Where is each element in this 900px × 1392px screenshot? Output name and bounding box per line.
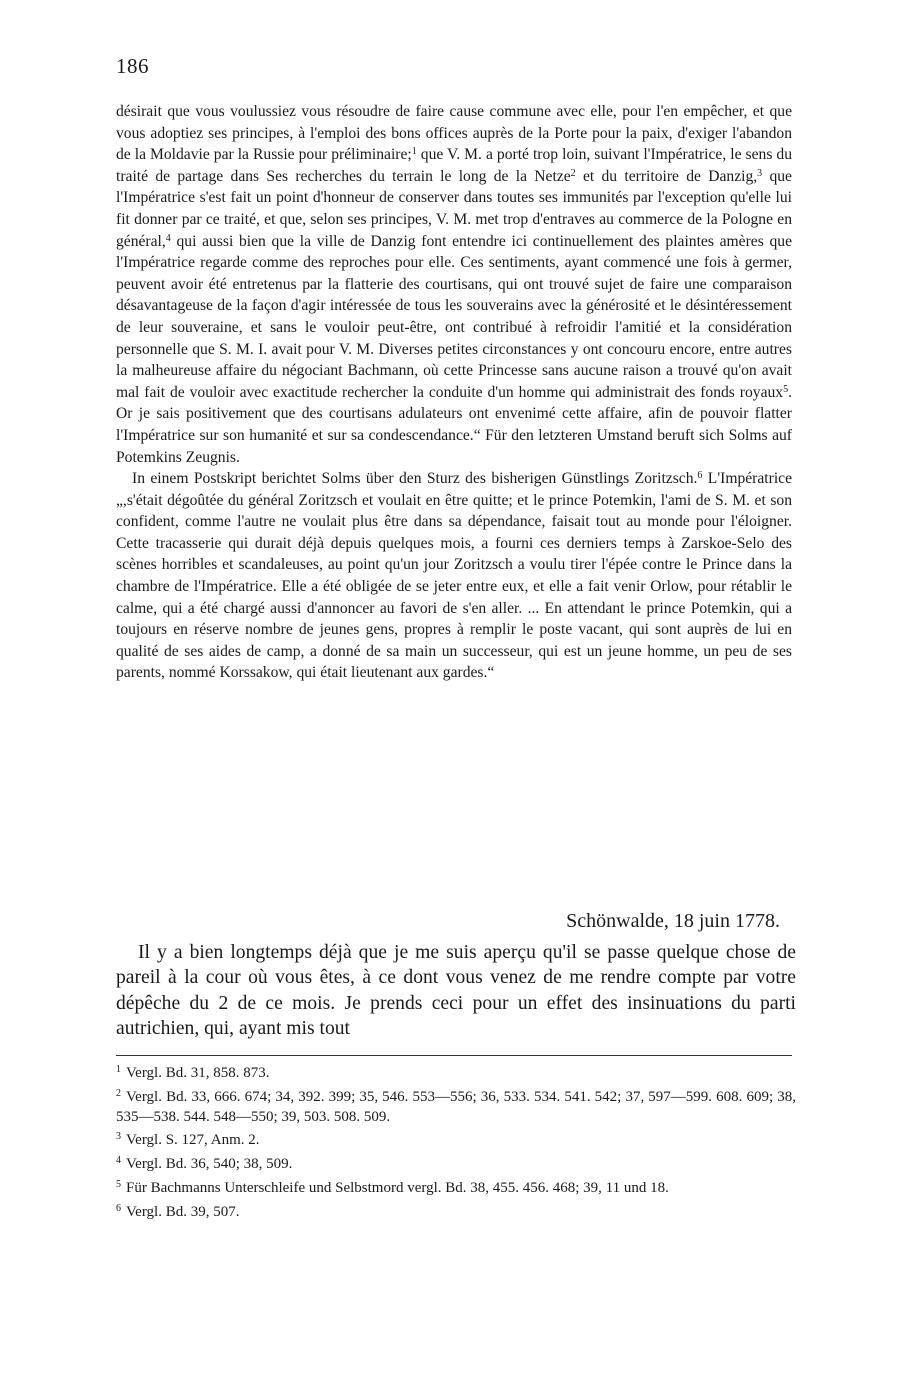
footnote-text: Für Bachmanns Unterschleife und Selbstmord vergl. Bd. 38, 455. 456. 468; 39, 11 und 18. xyxy=(126,1179,669,1196)
footnote xyxy=(116,1060,796,1084)
footnote-number: 5 xyxy=(116,1178,121,1190)
text-segment: que l'Impératrice s'est fait un point d'honneur de conserver dans toutes ses immunités par l'exception qu'elle lui fit donner par ce traité, et que, selon ses principes, V. M. met trop d'entraves au commerce de la Pologne en général, xyxy=(116,167,792,250)
footnote-ref: 4 xyxy=(165,232,171,244)
footnote-ref: 2 xyxy=(570,167,576,179)
footnote-text: Vergl. Bd. 31, 858. 873. xyxy=(126,1065,270,1081)
footnote-number: 4 xyxy=(116,1155,121,1167)
footnote-number: 2 xyxy=(116,1087,121,1099)
footnote xyxy=(116,1084,796,1128)
letter-paragraph: Il y a bien longtemps déjà que je me suis aperçu qu'il se passe quelque chose de pareil à la cour où vous êtes, à ce dont vous venez de me rendre compte par votre dépêche du 2 de ce mois. Je prends ceci pour un effet des insinuations du parti autrichien, qui, ayant mis tout xyxy=(116,942,796,1040)
footnote-ref: 1 xyxy=(411,146,417,158)
footnote-text: Vergl. Bd. 39, 507. xyxy=(126,1203,240,1220)
footnote-text: Vergl. S. 127, Anm. 2. xyxy=(126,1132,260,1149)
footnote-number: 1 xyxy=(116,1064,121,1075)
footnote-text: Vergl. Bd. 33, 666. 674; 34, 392. 399; 35, 546. 553—556; 36, 533. 534. 541. 542; 37, 597—599. 608. 609; 38, 535—538. 544. 548—550; 39, 503. 508. 509. xyxy=(116,1088,796,1125)
letter-text xyxy=(116,940,796,1042)
text-segment: In einem Postskript berichtet Solms über den Sturz des bisherigen Günstlings Zoritzsch. xyxy=(132,470,698,488)
footnote-divider xyxy=(116,1055,792,1056)
body-text xyxy=(116,101,792,684)
text-segment: . Or je sais positivement que des courtisans adulateurs ont envenimé cette affaire, afin de pouvoir flatter l'Impératrice sur son humanité et sur sa condescendance.“ Für den letzteren Umstand beruft sich Solms auf Potemkins Zeugnis. xyxy=(116,383,792,466)
letter-dateline: Schönwalde, 18 juin 1778. xyxy=(566,910,780,932)
footnote-number: 3 xyxy=(116,1131,121,1143)
footnote xyxy=(116,1127,796,1151)
footnotes xyxy=(116,1060,796,1223)
page-number: 186 xyxy=(116,54,149,78)
footnote xyxy=(116,1199,796,1223)
text-segment: qui aussi bien que la ville de Danzig font entendre ici continuellement des plaintes amères que l'Impératrice regarde comme des reproches pour elle. Ces sentiments, ayant commencé une fois à germer, peuvent avoir été entretenus par la flatterie des courtisans, qui ont trouvé sujet de faire une comparaison désavantageuse de la façon d'agir intéressée de tous les souverains avec la générosité et le désintéressement de leur souveraine, et sans le vouloir peut-être, ont contribué à refroidir l'amitié et la considération personnelle que S. M. I. avait pour V. M. Diverses petites circonstances y ont concouru encore, entre autres la malheureuse affaire du négociant Bachmann, où cette Princesse sans aucune raison a trouvé qu'on avait mal fait de vouloir avec exactitude rechercher la conduite d'un homme qui administrait des fonds royaux xyxy=(116,232,792,401)
text-segment: L'Impératrice „,s'était dégoûtée du général Zoritzsch et voulait en être quitte; et le prince Potemkin, l'ami de S. M. et son confident, comme l'autre ne voulait plus être dans sa dépendance, faisait tout au monde pour l'éloigner. Cette tracasserie qui durait déjà depuis quelques mois, a fourni ces derniers temps à Zarskoe-Selo des scènes horribles et scandaleuses, au point qu'un jour Zoritzsch a voulu tirer l'épée contre le Prince dans la chambre de l'Impératrice. Elle a été obligée de se jeter entre eux, et elle a fait venir Orlow, pour rétablir le calme, qui a été chargé aussi d'annoncer au favori de s'en aller. ... En attendant le prince Potemkin, qui a toujours en réserve nombre de jeunes gens, propres à remplir le poste vacant, qui sont auprès de lui en qualité de ses aides de camp, a donné de sa main un successeur, qui est un jeune homme, un peu de ses parents, nommé Korssakow, qui était lieutenant aux gardes.“ xyxy=(116,470,792,682)
footnote-number: 6 xyxy=(116,1202,121,1214)
footnote xyxy=(116,1151,796,1175)
footnote-ref: 3 xyxy=(757,167,763,179)
text-segment: désirait que vous voulussiez vous résoudre de faire cause commune avec elle, pour l'en empêcher, et que vous adoptiez ses principes, à l'emploi des bons offices auprès de la Porte pour la paix, d'exiger l'abandon de la Moldavie par la Russie pour préliminaire; xyxy=(116,103,792,164)
footnote-text: Vergl. Bd. 36, 540; 38, 509. xyxy=(126,1156,293,1173)
text-segment: que V. M. a porté trop loin, suivant l'Impératrice, le sens du traité de partage dans Ses recherches du terrain le long de la Netze xyxy=(116,146,792,185)
footnote-ref: 5 xyxy=(783,383,789,395)
paragraph xyxy=(116,468,792,684)
paragraph xyxy=(116,101,792,468)
footnote-ref: 6 xyxy=(697,470,703,482)
text-segment: et du territoire de Danzig, xyxy=(575,167,758,185)
footnote xyxy=(116,1175,796,1199)
